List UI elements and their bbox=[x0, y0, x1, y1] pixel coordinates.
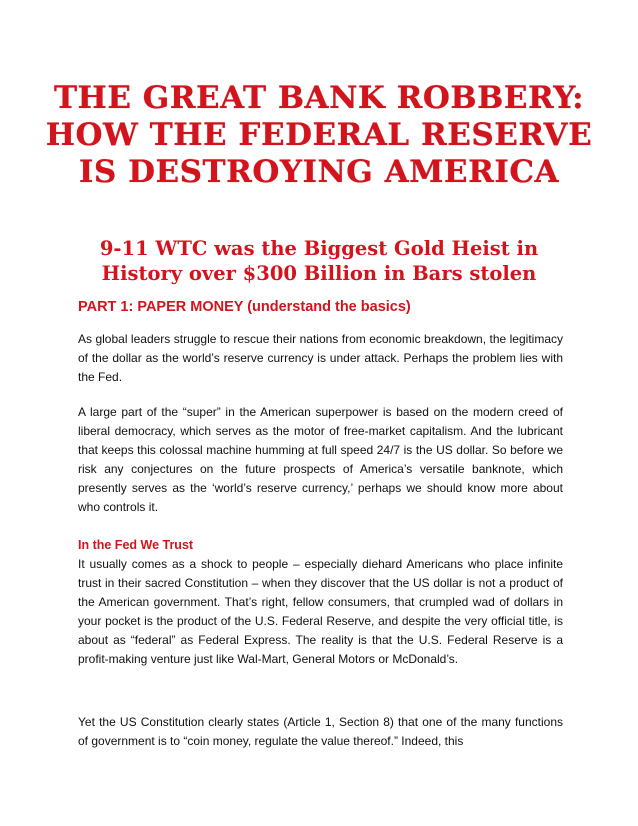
section-fed-paragraph-2: Yet the US Constitution clearly states (Article 1, Section 8) that one of the many functions of government is to “coin money, regulate the value thereof.” Indeed, this bbox=[78, 715, 563, 748]
part1-paragraph-2: A large part of the “super” in the American superpower is based on the modern creed of liberal democracy, which serves as the motor of free-market capitalism. And the lubricant that keeps this colossal machine humming at full speed 24/7 is the US dollar. So before we risk any conjectures on the future prospects of America’s versatile banknote, which presently serves as the ‘world’s reserve currency,’ perhaps we should know more about who controls it. bbox=[78, 405, 563, 514]
subtitle-line-1: 9-11 WTC was the Biggest Gold Heist in bbox=[99, 237, 539, 260]
document-title bbox=[40, 80, 598, 191]
title-line-2: HOW THE FEDERAL RESERVE bbox=[45, 117, 593, 153]
part1-paragraph-1: As global leaders struggle to rescue their nations from economic breakdown, the legitimacy of the dollar as the world’s reserve currency is under attack. Perhaps the problem lies with the Fed. bbox=[78, 332, 563, 384]
subtitle-line-2: History over $300 Billion in Bars stolen bbox=[101, 262, 537, 285]
title-line-3: IS DESTROYING AMERICA bbox=[78, 154, 560, 190]
part1-heading: PART 1: PAPER MONEY (understand the basics) bbox=[78, 299, 411, 315]
document-subtitle bbox=[60, 236, 578, 286]
section-fed-paragraph-1: It usually comes as a shock to people – especially diehard Americans who place infinite trust in their sacred Constitution – when they discover that the US dollar is not a product of the American government. That’s right, fellow consumers, that crumpled wad of dollars in your pocket is the product of the U.S. Federal Reserve, and despite the very official title, is about as “federal” as Federal Express. The reality is that the U.S. Federal Reserve is a profit-making venture just like Wal-Mart, General Motors or McDonald’s. bbox=[78, 557, 563, 666]
section-fed-heading: In the Fed We Trust bbox=[78, 538, 194, 552]
title-line-1: THE GREAT BANK ROBBERY: bbox=[53, 80, 585, 116]
